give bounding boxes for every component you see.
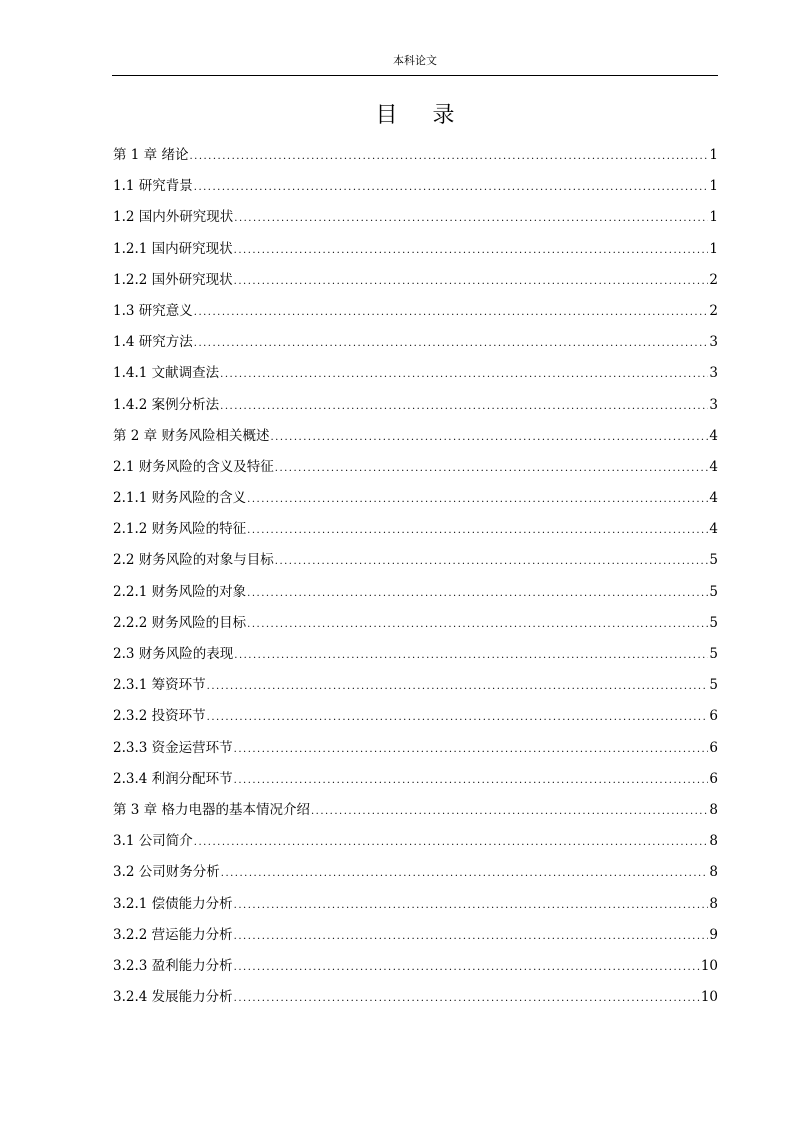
header-text: 本科论文 [393, 54, 437, 67]
toc-entry-label: 1.4 研究方法 [113, 334, 193, 351]
toc-entry-label: 第 3 章 格力电器的基本情况介绍 [113, 801, 310, 818]
toc-entry-page-number: 5 [709, 677, 718, 694]
toc-leader-dots [275, 546, 709, 577]
toc-leader-dots [189, 141, 708, 172]
toc-leader-dots [234, 921, 709, 952]
toc-entry[interactable] [113, 701, 718, 732]
toc-entry-page-number: 8 [709, 895, 718, 912]
toc-entry[interactable] [113, 390, 718, 421]
toc-title: 目 录 [375, 103, 469, 128]
toc-entry[interactable] [113, 483, 718, 514]
page-header [112, 53, 718, 76]
toc-entry[interactable] [113, 670, 718, 701]
toc-entry-page-number: 1 [709, 147, 718, 163]
toc-leader-dots [194, 328, 709, 359]
toc-entry-label: 2.3.1 筹资环节 [113, 677, 206, 694]
toc-entry-page-number: 5 [709, 583, 718, 600]
toc-entry[interactable] [113, 982, 718, 1013]
table-of-contents [113, 140, 718, 1013]
toc-entry[interactable] [113, 421, 718, 452]
toc-entry-page-number: 3 [709, 365, 718, 382]
toc-leader-dots [234, 983, 700, 1014]
toc-leader-dots [234, 765, 709, 796]
toc-entry-page-number: 8 [709, 864, 718, 881]
toc-leader-dots [220, 359, 708, 390]
toc-entry[interactable] [113, 234, 718, 265]
toc-entry-page-number: 10 [700, 957, 718, 974]
toc-entry-page-number: 3 [709, 396, 718, 413]
toc-entry-label: 2.1.1 财务风险的含义 [113, 490, 247, 507]
toc-entry[interactable] [113, 452, 718, 483]
toc-entry-label: 3.2.4 发展能力分析 [113, 989, 233, 1006]
toc-entry-page-number: 4 [709, 490, 718, 507]
toc-entry-page-number: 5 [709, 552, 718, 569]
toc-entry-label: 2.3.2 投资环节 [113, 708, 206, 725]
toc-leader-dots [221, 858, 709, 889]
toc-entry-page-number: 10 [700, 989, 718, 1006]
toc-entry-label: 3.2.2 营运能力分析 [113, 926, 233, 943]
toc-leader-dots [234, 890, 709, 921]
toc-entry[interactable] [113, 889, 718, 920]
toc-entry[interactable] [113, 920, 718, 951]
toc-entry-page-number: 2 [709, 271, 718, 288]
toc-entry-page-number: 1 [709, 178, 718, 195]
toc-entry-label: 2.2.2 财务风险的目标 [113, 614, 247, 631]
toc-leader-dots [220, 391, 708, 422]
toc-entry-page-number: 6 [709, 739, 718, 756]
toc-leader-dots [247, 484, 708, 515]
toc-entry[interactable] [113, 296, 718, 327]
toc-entry-label: 2.3.3 资金运营环节 [113, 739, 233, 756]
toc-leader-dots [234, 266, 709, 297]
toc-entry-label: 2.3.4 利润分配环节 [113, 770, 233, 787]
toc-leader-dots [234, 734, 709, 765]
toc-leader-dots [247, 578, 708, 609]
toc-leader-dots [234, 640, 708, 671]
toc-leader-dots [270, 422, 708, 453]
toc-entry-page-number: 6 [709, 770, 718, 787]
toc-entry-label: 2.1 财务风险的含义及特征 [113, 458, 274, 475]
toc-entry-page-number: 4 [709, 521, 718, 538]
toc-leader-dots [207, 671, 709, 702]
toc-leader-dots [194, 827, 709, 858]
toc-entry[interactable] [113, 358, 718, 389]
toc-leader-dots [234, 203, 708, 234]
toc-entry[interactable] [113, 265, 718, 296]
toc-entry-page-number: 8 [709, 801, 718, 818]
toc-entry[interactable] [113, 951, 718, 982]
toc-leader-dots [194, 172, 709, 203]
toc-entry[interactable] [113, 608, 718, 639]
toc-leader-dots [275, 453, 709, 484]
toc-entry-label: 3.1 公司简介 [113, 833, 193, 850]
toc-leader-dots [247, 515, 708, 546]
toc-entry[interactable] [113, 795, 718, 826]
toc-entry[interactable] [113, 639, 718, 670]
toc-entry-label: 1.4.2 案例分析法 [113, 396, 220, 413]
toc-entry-page-number: 1 [709, 209, 718, 226]
toc-entry-page-number: 2 [709, 302, 718, 319]
toc-entry-label: 1.2 国内外研究现状 [113, 209, 234, 226]
toc-entry[interactable] [113, 202, 718, 233]
toc-entry-label: 3.2 公司财务分析 [113, 864, 220, 881]
toc-entry-label: 1.2.2 国外研究现状 [113, 271, 233, 288]
toc-entry-page-number: 5 [709, 646, 718, 662]
toc-leader-dots [234, 952, 700, 983]
toc-entry-page-number: 5 [709, 614, 718, 631]
toc-entry[interactable] [113, 327, 718, 358]
toc-entry-label: 3.2.3 盈利能力分析 [113, 957, 233, 974]
toc-leader-dots [234, 235, 709, 266]
toc-entry-page-number: 4 [709, 458, 718, 475]
toc-entry[interactable] [113, 826, 718, 857]
toc-entry[interactable] [113, 514, 718, 545]
toc-entry-label: 2.2.1 财务风险的对象 [113, 583, 247, 600]
toc-entry[interactable] [113, 140, 718, 171]
toc-entry[interactable] [113, 857, 718, 888]
toc-entry-label: 2.1.2 财务风险的特征 [113, 521, 247, 538]
toc-entry-page-number: 8 [709, 833, 718, 850]
toc-entry[interactable] [113, 171, 718, 202]
toc-entry[interactable] [113, 577, 718, 608]
toc-entry-page-number: 4 [709, 427, 718, 444]
toc-entry[interactable] [113, 545, 718, 576]
toc-entry-label: 第 1 章 绪论 [113, 147, 189, 163]
toc-entry[interactable] [113, 733, 718, 764]
toc-entry-label: 第 2 章 财务风险相关概述 [113, 427, 270, 444]
toc-entry-label: 1.2.1 国内研究现状 [113, 240, 233, 257]
toc-entry-label: 2.3 财务风险的表现 [113, 646, 234, 662]
toc-leader-dots [194, 297, 709, 328]
toc-entry-label: 3.2.1 偿债能力分析 [113, 895, 233, 912]
toc-entry-label: 1.3 研究意义 [113, 302, 193, 319]
toc-entry-label: 1.1 研究背景 [113, 178, 193, 195]
toc-entry-page-number: 1 [709, 240, 718, 257]
toc-entry-label: 1.4.1 文献调查法 [113, 365, 220, 382]
toc-entry-page-number: 6 [709, 708, 718, 725]
toc-leader-dots [311, 796, 708, 827]
toc-entry[interactable] [113, 764, 718, 795]
toc-leader-dots [247, 609, 708, 640]
toc-leader-dots [207, 702, 709, 733]
toc-entry-page-number: 3 [709, 334, 718, 351]
toc-entry-label: 2.2 财务风险的对象与目标 [113, 552, 274, 569]
toc-entry-page-number: 9 [709, 926, 718, 943]
